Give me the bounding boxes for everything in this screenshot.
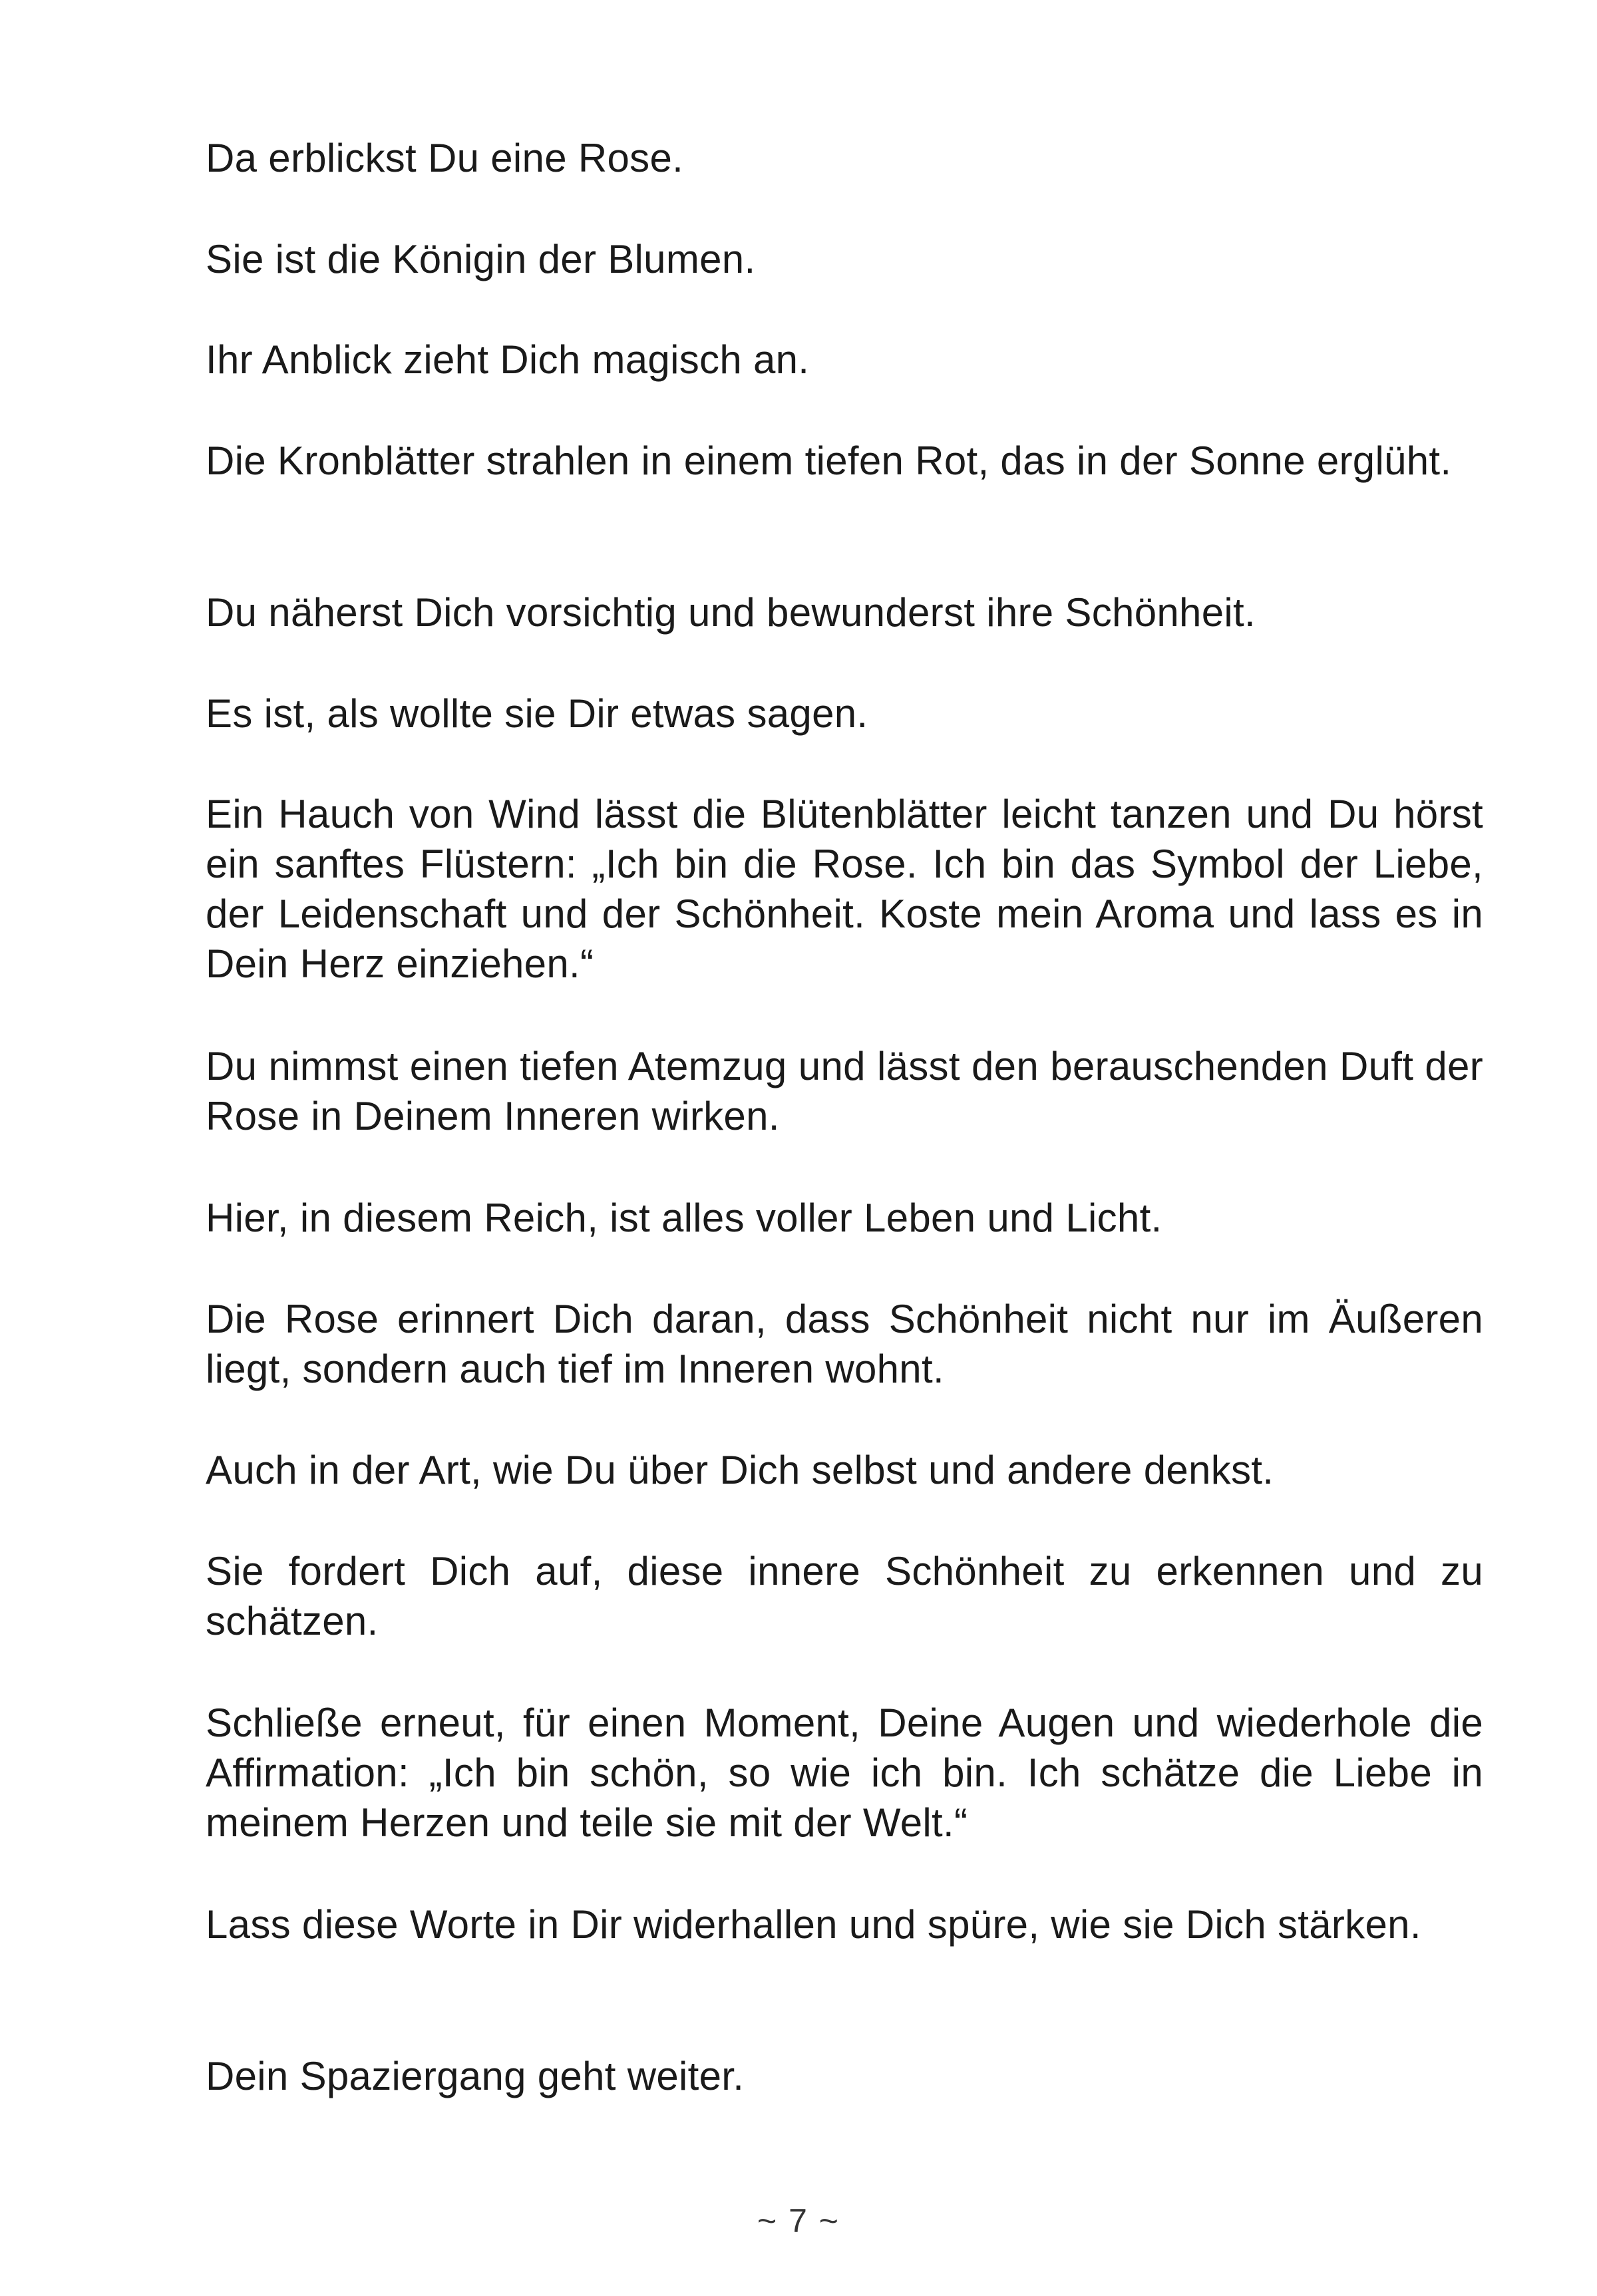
paragraph-8: Du nimmst einen tiefen Atemzug und lässt den berauschenden Duft der Rose in Deinem Inneren wirken. xyxy=(206,1044,1483,1138)
paragraph-9: Hier, in diesem Reich, ist alles voller Leben und Licht. xyxy=(206,1196,1162,1240)
paragraph-1: Da erblickst Du eine Rose. xyxy=(206,136,684,180)
paragraph-13: Schließe erneut, für einen Moment, Deine Augen und wiederhole die Affirmation: „Ich bin schön, so wie ich bin. Ich schätze die Liebe in meinem Herzen und teile sie mit der Welt.“ xyxy=(206,1701,1483,1845)
paragraph-10: Die Rose erinnert Dich daran, dass Schönheit nicht nur im Äußeren liegt, sondern auch tief im Inneren wohnt. xyxy=(206,1297,1483,1391)
paragraph-15: Dein Spaziergang geht weiter. xyxy=(206,2054,745,2098)
paragraph-7: Ein Hauch von Wind lässt die Blütenblätter leicht tanzen und Du hörst ein sanftes Flüstern: „Ich bin die Rose. Ich bin das Symbol der Liebe, der Leidenschaft und der Schönheit. Koste mein Aroma und lass es in Dein Herz einziehen.“ xyxy=(206,792,1483,986)
paragraph-3: Ihr Anblick zieht Dich magisch an. xyxy=(206,337,810,382)
page-number: ~ 7 ~ xyxy=(757,2202,840,2239)
paragraph-12: Sie fordert Dich auf, diese innere Schönheit zu erkennen und zu schätzen. xyxy=(206,1549,1483,1643)
paragraph-2: Sie ist die Königin der Blumen. xyxy=(206,237,756,281)
paragraph-4: Die Kronblätter strahlen in einem tiefen Rot, das in der Sonne erglüht. xyxy=(206,438,1452,483)
paragraph-6: Es ist, als wollte sie Dir etwas sagen. xyxy=(206,691,868,736)
paragraph-5: Du näherst Dich vorsichtig und bewunderst ihre Schönheit. xyxy=(206,590,1256,635)
paragraph-11: Auch in der Art, wie Du über Dich selbst und andere denkst. xyxy=(206,1448,1274,1492)
paragraph-14: Lass diese Worte in Dir widerhallen und spüre, wie sie Dich stärken. xyxy=(206,1902,1421,1947)
